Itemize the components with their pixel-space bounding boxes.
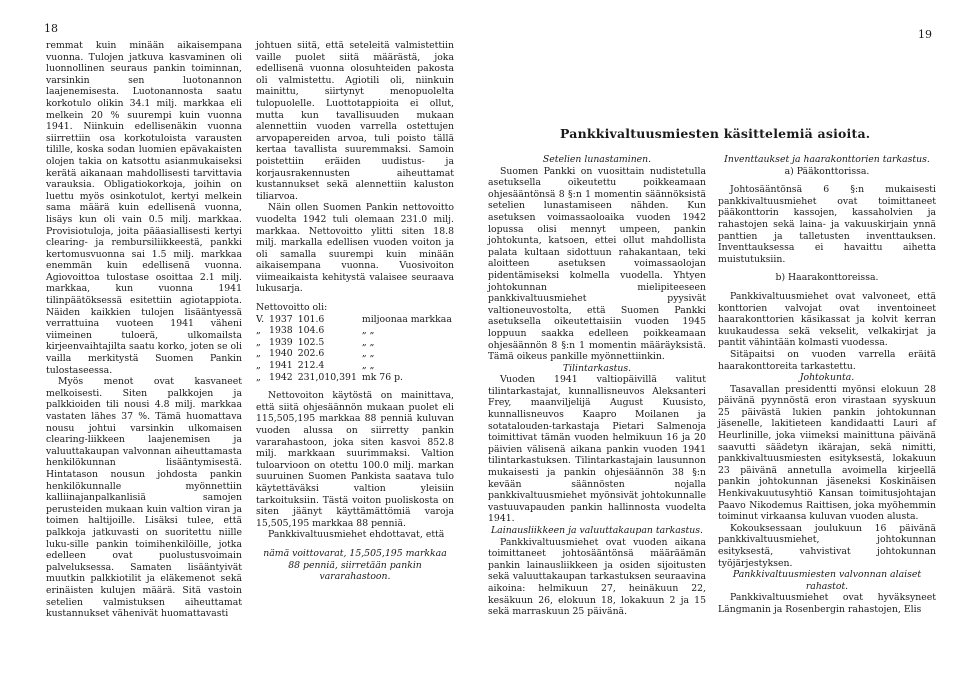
table-cell-prefix: „: [256, 325, 261, 337]
table-cell-suffix: miljoonaa markkaa: [361, 313, 452, 325]
table-cell-prefix: V.: [256, 313, 265, 325]
paragraph: Vuoden 1941 valtiopäivillä valitut tilintarkastajat, kunnallisneuvos Aleksanteri Frey, maanviljelijä August Kuusisto, kunnallisneuvos Kaapro Moilanen ja sotatalouden-tarkastaja Pietari Salmenoja toimittivat tämän vuoden helmikuun 16 ja 20 päivien välisenä aikana pankin vuoden 1941 tilintarkastuksen. Tilintarkastajain lausunnon mukaisesti ja pankin ohjesäännön 38 §:n kevään säännösten nojalla pankkivaltuusmiehet myönsivät johtokunnalle vastuuvapauden pankin hallinnosta vuodelta 1941.: [488, 374, 706, 525]
column-2: [256, 40, 454, 583]
paragraph: Pankkivaltuusmiehet ovat vuoden aikana toimittaneet johtosääntönsä määräämän pankin lainausliikkeen ja osiden sijoitusten sekä valuuttakaupan tarkastuksen seuraavina aikoina: helmikuun 27, heinäkuun 22, kesäkuun 26, elokuun 18, lokakuun 2 ja 15 sekä marraskuun 25 päivänä.: [488, 536, 706, 618]
table-cell-value: 212.4: [297, 360, 325, 372]
table-cell-year: 1941: [269, 360, 293, 372]
table-cell-prefix: „: [256, 336, 261, 348]
table-cell-suffix: „ „: [361, 325, 375, 337]
subheading: b) Haarakonttoreissa.: [775, 272, 879, 284]
paragraph: johtuen siitä, että seteleitä valmistettiin vaille puolet siitä määrästä, joka edellisenä vuonna olosuhteiden pakosta oli valmistettu. Agiotili oli, niinkuin mainittu, siirtynyt menopuolelta tulopuolelle. Luottotappioita ei ollut, mutta kun tavallisuuden mukaan alennettiin vuoden varrella ostettujen arvopapereiden arvoa, tuli poisto tällä kertaa tavallista suuremmaksi. Samoin poistettiin eräiden uudistus- ja korjausrakennusten aiheuttamat kustannukset sekä alennettiin kaluston tiliarvoa.: [256, 40, 454, 202]
table-cell-year: 1940: [269, 348, 293, 360]
column-4: [718, 154, 936, 616]
paragraph: Pankkivaltuusmiehet ovat hyväksyneet Längmanin ja Rosenbergin rahastojen, Elis: [718, 592, 936, 615]
table-cell-prefix: „: [256, 371, 261, 383]
net-profit-table: [256, 314, 457, 384]
table-cell-year: 1942: [269, 371, 293, 383]
page-number-left: 18: [44, 22, 58, 35]
paragraph: Tasavallan presidentti myönsi elokuun 28 päivänä pyynnöstä eron virastaan syyskuun 25 päivästä lukien pankin johtokunnan jäsenelle, lakitieteen kandidaatti Lauri af Heurlinille, joka viimeksi mainittuna päivänä saavutti säädetyn ikärajan, sekä nimitti, pankkivaltuusmiesten esityksestä, lokakuun 23 päivänä annetulla avoimella kirjeellä pankin johtokunnan jäseneksi Koskinäisen Henkivakuutusyhtiö Kansan toimitusjohtajan Paavo Nikodemus Raittisen, joka myöhemmin toiminut virkaansa kuluvan vuoden alusta.: [718, 383, 936, 523]
column-3: [488, 154, 706, 618]
table-cell-year: 1938: [269, 325, 293, 337]
paragraph: remmat kuin minään aikaisempana vuonna. Tulojen jatkuva kasvaminen oli luonnollinen seuraus pankin toiminnan, varsinkin sen luotonannon laajenemisesta. Luotonannosta saatu korkotulo olikin 34.1 milj. markkaa eli melkein 20 % suurempi kuin vuonna 1941. Niinkuin edellisenäkin vuonna siirrettiin osa korkotuloista varausten tilille, koska sodan luomien epävakaisten olojen takia on katsottu asianmukaiseksi kerätä aikanaan mahdollisesti tarvittavia varauksia. Obligatiokorkoja, joihin on luettu myös osinkotulot, kertyi melkein sama määrä kuin edellisenä vuonna, lisäys kun oli vain 0.5 milj. markkaa. Provisiotuloja, joita pääasiallisesti kertyi clearing- ja rembursiliikkeestä, pankki kertomusvuonna sai 1.5 milj. markkaa enemmän kuin edellisenä vuonna. Agiovoittoa tulostase osoittaa 2.1 milj. markkaa, kun vuonna 1941 tilinpäätöksessä esitettiin agiotappiota. Näiden kaikkien tulojen lisääntyessä verrattuina vuoteen 1941 väheni viimeinen tuloerä, ulkomailsta kirjeenvaihtajilta saatu korko, joten se oli vailla merkitystä Suomen Pankin tulostaseessa.: [46, 40, 242, 376]
section-heading: Lainausliikkeen ja valuuttakaupan tarkastus.: [491, 525, 703, 536]
paragraph: Pankkivaltuusmiehet ovat valvoneet, että konttorien valvojat ovat inventoineet haarakonttorien käsikassat ja kolvit kerran kuukaudessa sekä vekselit, velkakirjat ja pantit vähintään kolmasti vuodessa.: [718, 290, 936, 349]
section-heading: Pankkivaltuusmiesten valvonnan alaiset rahastot.: [732, 569, 922, 592]
table-heading: Nettovoitto oli:: [256, 302, 328, 314]
table-cell-suffix: „ „: [361, 348, 375, 360]
subheading: a) Pääkonttorissa.: [784, 165, 870, 177]
table-cell-prefix: „: [256, 360, 261, 372]
table-cell-value: 202.6: [297, 348, 325, 360]
paragraph: Pankkivaltuusmiehet ehdottavat, että: [268, 529, 445, 541]
table-cell-suffix: „ „: [361, 360, 375, 372]
table-cell-value: 101.6: [297, 313, 325, 325]
table-cell-value: 102.5: [297, 336, 325, 348]
table-row: [256, 314, 457, 326]
paragraph: Näin ollen Suomen Pankin nettovoitto vuodelta 1942 tuli olemaan 231.0 milj. markkaa. Nettovoitto ylitti siten 18.8 milj. markalla edellisen vuoden voiton ja oli samalla suurempi kuin minään aikaisempana vuonna. Vuosivoiton viimeaikaista kehitystä valaisee seuraava lukusarja.: [256, 202, 454, 295]
proposal-text: nämä voittovarat, 15,505,195 markkaa 88 penniä, siirretään pankin vararahastoon.: [263, 547, 447, 583]
table-cell-suffix: mk 76 p.: [361, 371, 403, 383]
paragraph: Kokouksessaan joulukuun 16 päivänä pankkivaltuusmiehet, johtokunnan esityksestä, vahvistivat johtokunnan työjärjestyksen.: [718, 522, 936, 569]
paragraph: Suomen Pankki on vuosittain nudistetulla asetuksella oikeutettu poikkeamaan ohjesääntönsä 8 §:n 1 momentin säännöksistä setelien lunastamiseen nähden. Kun asetuksen voimassaoloaika vuoden 1942 lopussa olisi mennyt umpeen, pankin johtokunta, katsoen, ettei ollut mahdollista palata kultaan sidottuun rahakantaan, teki aloitteen asetuksen voimassaolojan pidentämiseksi kolmella vuodella. Yhtyen johtokunnan mielipiteeseen pankkivaltuusmiehet pyysivät valtioneuvostolta, että Suomen Pankki asetuksella oikeutettaisiin vuoden 1945 loppuun saakka edelleen poikkeamaan ohjesäännön 8 §:n 1 momentin määräyksistä. Tämä oikeus pankille myönnettiinkin.: [488, 165, 706, 363]
paragraph: Johtosääntönsä 6 §:n mukaisesti pankkivaltuusmiehet ovat toimittaneet pääkonttorin kassojen, kassaholvien ja rahastojen sekä laina- ja vakuuskirjain ynnä panttien ja talletusten inventtauksen. Inventtauksessa ei havaittu aihetta muistutuksiin.: [718, 184, 936, 265]
section-heading: Setelien lunastaminen.: [542, 154, 652, 165]
section-heading: Tilintarkastus.: [562, 362, 632, 374]
table-row: [256, 337, 457, 349]
paragraph: Sitäpaitsi on vuoden varrella eräitä haarakonttoreita tarkastettu.: [718, 348, 936, 372]
paragraph: Myös menot ovat kasvaneet melkoisesti. Siten palkkojen ja palkkioiden tili nousi 4.8 milj. markkaa vastaten lähes 37 %. Tämä huomattava nousu johtui varsinkin ulkomaisen clearing-liikkeen laajenemisen ja valuuttakaupan valvonnan aiheuttamasta henkilökunnan lisääntymisestä. Hintatason nousun johdosta pankin henkilökunnalle myönnettiin kalliinajanpalkanlisiä samojen perusteiden mukaan kuin valtion viran ja toimen haltijoille. Lisäksi tulee, että palkkoja jatkuvasti on suoritettu niille luku-sille pankin toimihenkilöille, jotka edelleen ovat puolustusvoimain palveluksessa. Samaten lisääntyivät muutkin palkkiotilit ja eläkemenot sekä erinäisten kulujen määrä. Sitä vastoin setelien valmistuksen aiheuttamat kustannukset vähenivät huomattavasti: [46, 376, 242, 620]
spread-title: Pankkivaltuusmiesten käsittelemiä asioita.: [560, 126, 871, 141]
table-row: [256, 360, 457, 372]
table-cell-value: 231,010,391: [297, 371, 357, 383]
table-cell-prefix: „: [256, 348, 261, 360]
page-number-right: 19: [918, 28, 932, 41]
table-cell-year: 1937: [269, 313, 293, 325]
table-row: [256, 372, 457, 384]
column-1: [46, 40, 242, 620]
section-heading: Johtokunta.: [799, 372, 855, 384]
table-cell-year: 1939: [269, 336, 293, 348]
section-heading: Inventtaukset ja haarakonttorien tarkastus.: [724, 154, 930, 165]
table-row: [256, 325, 457, 337]
table-row: [256, 348, 457, 360]
table-cell-value: 104.6: [297, 325, 325, 337]
paragraph: Nettovoiton käytöstä on mainittava, että siitä ohjesäännön mukaan puolet eli 115,505,195 markkaa 88 penniä kuluvan vuoden alussa on siirretty pankin vararahastoon, joka siten kasvoi 852.8 milj. markkaan suurimmaksi. Valtion tuloarvioon on otettu 100.0 milj. markan suuruinen Suomen Pankista saatava tulo käytettäväksi valtion yleisiin tarkoituksiin. Tästä voiton puoliskosta on siten jäänyt käyttämättömiä varoja 15,505,195 markkaa 88 penniä.: [256, 390, 454, 529]
table-cell-suffix: „ „: [361, 336, 375, 348]
